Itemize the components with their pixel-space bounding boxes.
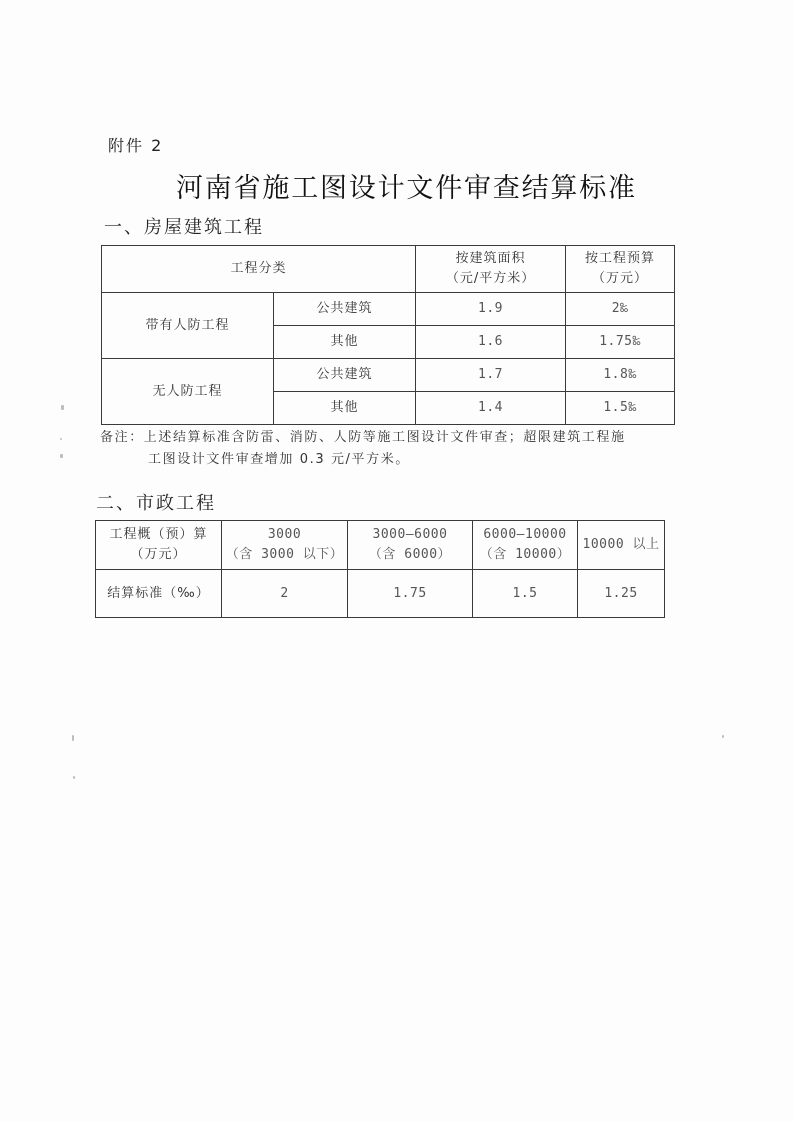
header-budget-label-line2: （万元） (130, 547, 187, 562)
scan-speck (61, 405, 64, 410)
scan-speck (73, 776, 75, 779)
scan-speck (60, 438, 62, 440)
range-line1: 10000 以上 (582, 537, 660, 552)
header-budget-label-line1: 工程概（预）算 (109, 527, 208, 542)
header-range (348, 521, 473, 570)
range-line2: （含 3000 以下） (225, 547, 344, 562)
rate-value: 2 (222, 570, 348, 618)
rate-value: 1.5 (473, 570, 578, 618)
header-by-budget-line1: 按工程预算 (585, 251, 656, 266)
attachment-label: 附件 2 (108, 136, 164, 155)
table-row (96, 570, 665, 618)
header-range (473, 521, 578, 570)
row-by-budget: 1.75‰ (566, 326, 675, 359)
rate-value: 1.25 (578, 570, 665, 618)
header-by-budget (566, 246, 675, 293)
header-budget-label (96, 521, 222, 570)
remarks-line-1: 备注：上述结算标准含防雷、消防、人防等施工图设计文件审查；超限建筑工程施 (100, 430, 626, 445)
row-type: 公共建筑 (274, 359, 416, 392)
scan-speck (72, 735, 74, 741)
group-label: 带有人防工程 (102, 293, 274, 359)
scan-speck (60, 454, 63, 458)
table-header-row (102, 246, 675, 293)
row-by-area: 1.9 (416, 293, 566, 326)
table-header-row (96, 521, 665, 570)
header-by-area-line1: 按建筑面积 (455, 251, 526, 266)
row-label: 结算标准（‰） (96, 570, 222, 618)
row-by-area: 1.7 (416, 359, 566, 392)
municipal-fee-table (95, 520, 665, 618)
remarks-line-2: 工图设计文件审查增加 0.3 元/平方米。 (148, 452, 410, 467)
range-line1: 3000—6000 (372, 527, 448, 542)
range-line1: 3000 (267, 527, 302, 542)
header-by-area (416, 246, 566, 293)
header-range (222, 521, 348, 570)
header-category: 工程分类 (102, 246, 416, 293)
section-heading-municipal: 二、市政工程 (96, 493, 216, 514)
header-by-area-line2: （元/平方米） (445, 271, 536, 286)
header-range (578, 521, 665, 570)
scan-speck (722, 735, 724, 738)
header-by-budget-line2: （万元） (592, 271, 649, 286)
group-label: 无人防工程 (102, 359, 274, 425)
remarks-note (100, 427, 690, 471)
document-title: 河南省施工图设计文件审查结算标准 (176, 173, 637, 204)
table-row (102, 359, 675, 392)
row-by-budget: 2‰ (566, 293, 675, 326)
row-type: 其他 (274, 392, 416, 425)
row-by-area: 1.6 (416, 326, 566, 359)
row-type: 公共建筑 (274, 293, 416, 326)
row-by-budget: 1.5‰ (566, 392, 675, 425)
range-line2: （含 10000） (479, 547, 571, 562)
row-type: 其他 (274, 326, 416, 359)
row-by-budget: 1.8‰ (566, 359, 675, 392)
range-line1: 6000—10000 (483, 527, 567, 542)
building-fee-table (101, 245, 675, 425)
range-line2: （含 6000） (368, 547, 452, 562)
row-by-area: 1.4 (416, 392, 566, 425)
rate-value: 1.75 (348, 570, 473, 618)
section-heading-building: 一、房屋建筑工程 (104, 217, 264, 238)
table-row (102, 293, 675, 326)
